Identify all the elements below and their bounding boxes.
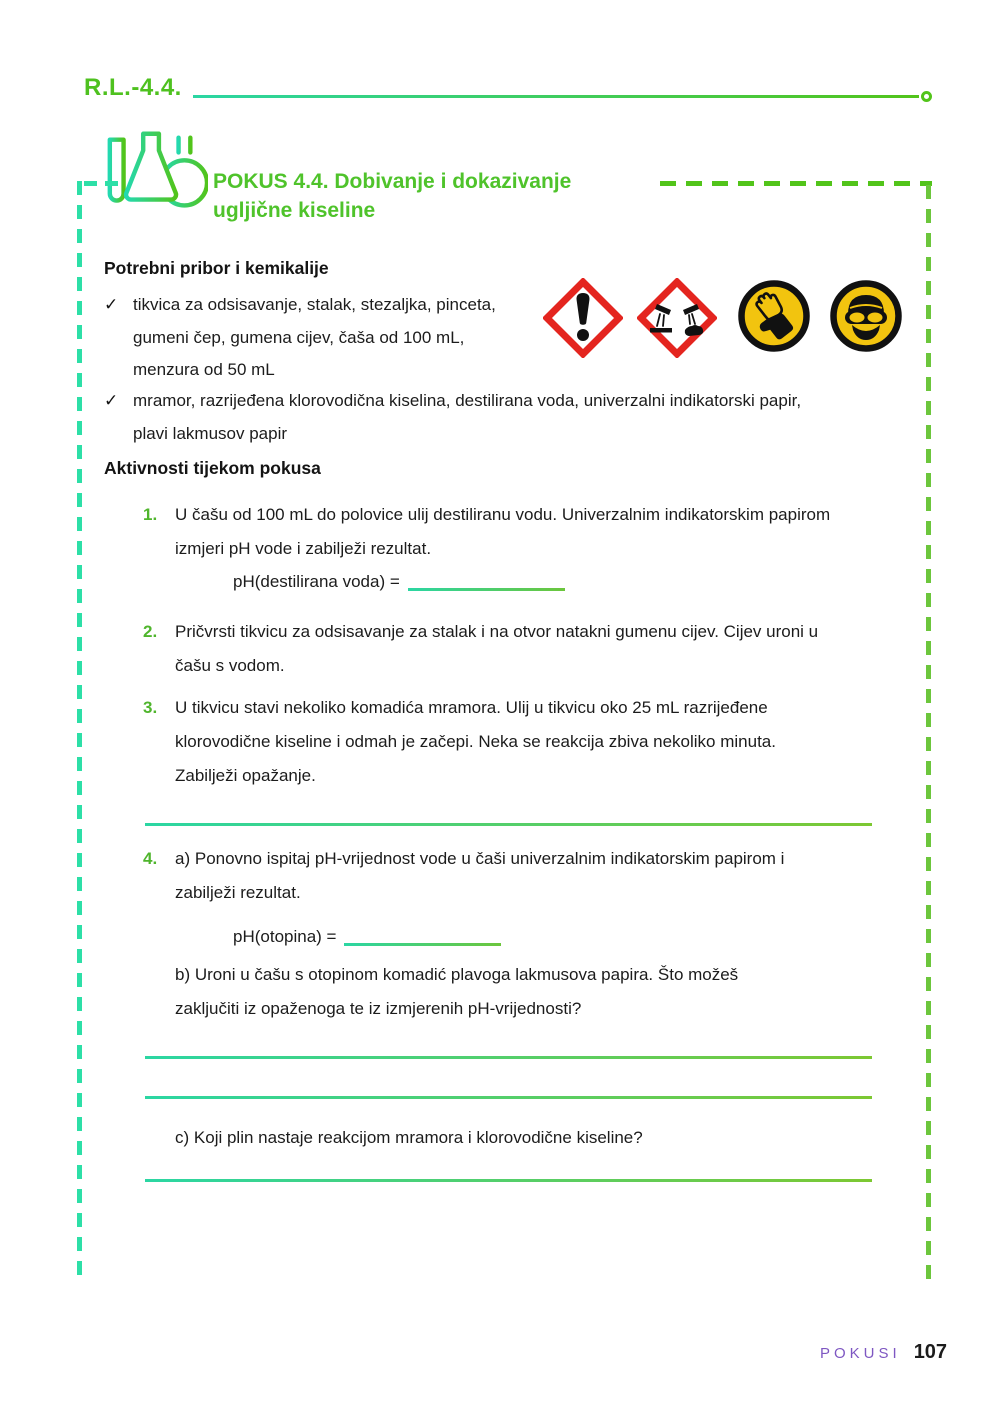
ph-water-label: pH(destilirana voda) =	[233, 572, 400, 591]
step-number: 2.	[143, 622, 158, 641]
lab-flasks-icon	[100, 124, 208, 226]
step-1	[143, 498, 837, 566]
experiment-title-line1: POKUS 4.4. Dobivanje i dokazivanje	[213, 170, 572, 193]
answer-line	[145, 1096, 872, 1099]
step-text: U tikvicu stavi nekoliko komadića mramora. Ulij u tikvicu oko 25 mL razrijeđene klorovodične kiseline i odmah je začepi. Neka se reakcija zbiva nekoliko minuta. Zabilježi opažanje.	[175, 698, 776, 785]
frame-left-border	[77, 181, 82, 1281]
step-3	[143, 691, 837, 793]
frame-top-right-dash	[660, 181, 932, 186]
experiment-title-line2: ugljične kiseline	[213, 199, 376, 222]
exclamation-mark-hazard-icon	[543, 278, 623, 358]
answer-blank-line	[344, 943, 501, 946]
frame-right-border	[926, 185, 931, 1281]
materials-item-chemicals	[104, 385, 816, 450]
experiment-title	[213, 167, 571, 225]
answer-line	[145, 1179, 872, 1182]
materials-item-text: mramor, razrijeđena klorovodična kiselina, destilirana voda, univerzalni indikatorski papir, plavi lakmusov papir	[133, 391, 802, 443]
step-number: 4.	[143, 849, 158, 868]
check-bullet-icon: ✓	[104, 391, 119, 410]
step-4b	[175, 958, 799, 1026]
ph-water-blank	[233, 569, 565, 595]
step-2	[143, 615, 837, 683]
ph-solution-blank	[233, 924, 501, 950]
footer-section-label: POKUSI	[820, 1345, 901, 1362]
materials-item-text: tikvica za odsisavanje, stalak, stezaljka, pinceta, gumeni čep, gumena cijev, čaša od 100 mL, menzura od 50 mL	[133, 295, 496, 379]
materials-heading: Potrebni pribor i kemikalije	[104, 258, 329, 278]
wear-protective-gloves-icon	[738, 280, 810, 352]
wear-eye-protection-icon	[830, 280, 902, 352]
step-text	[175, 842, 837, 910]
subpart-text: Ponovno ispitaj pH-vrijednost vode u čaši univerzalnim indikatorskim papirom i zabilježi rezultat.	[175, 849, 785, 902]
answer-blank-line	[408, 588, 565, 591]
ph-solution-label: pH(otopina) =	[233, 927, 337, 946]
step-4a	[143, 842, 837, 910]
subpart-label: a)	[175, 849, 191, 868]
answer-line	[145, 1056, 872, 1059]
header-rule	[193, 95, 919, 98]
step-number: 1.	[143, 505, 158, 524]
subpart-label: b)	[175, 965, 191, 984]
subpart-text: Uroni u čašu s otopinom komadić plavoga lakmusova papira. Što možeš zaključiti iz opaženoga te iz izmjerenih pH-vrijednosti?	[175, 965, 739, 1018]
worksheet-code: R.L.-4.4.	[84, 74, 182, 101]
page-number: 107	[913, 1341, 948, 1363]
step-text: U čašu od 100 mL do polovice ulij destiliranu vodu. Univerzalnim indikatorskim papirom izmjeri pH vode i zabilježi rezultat.	[175, 505, 831, 558]
materials-item-equipment	[104, 289, 496, 387]
header-rule-end-dot	[921, 91, 932, 102]
section-divider-line	[145, 823, 872, 826]
activities-heading: Aktivnosti tijekom pokusa	[104, 458, 321, 478]
check-bullet-icon: ✓	[104, 295, 119, 314]
subpart-label: c)	[175, 1128, 190, 1147]
subpart-text: Koji plin nastaje reakcijom mramora i klorovodične kiseline?	[193, 1128, 643, 1147]
frame-corner-stub	[84, 181, 118, 186]
step-4c	[175, 1121, 837, 1155]
corrosive-hazard-icon	[637, 278, 717, 358]
page-footer	[820, 1341, 947, 1364]
step-text: Pričvrsti tikvicu za odsisavanje za stalak i na otvor natakni gumenu cijev. Cijev uroni u čašu s vodom.	[175, 622, 819, 675]
step-number: 3.	[143, 698, 158, 717]
